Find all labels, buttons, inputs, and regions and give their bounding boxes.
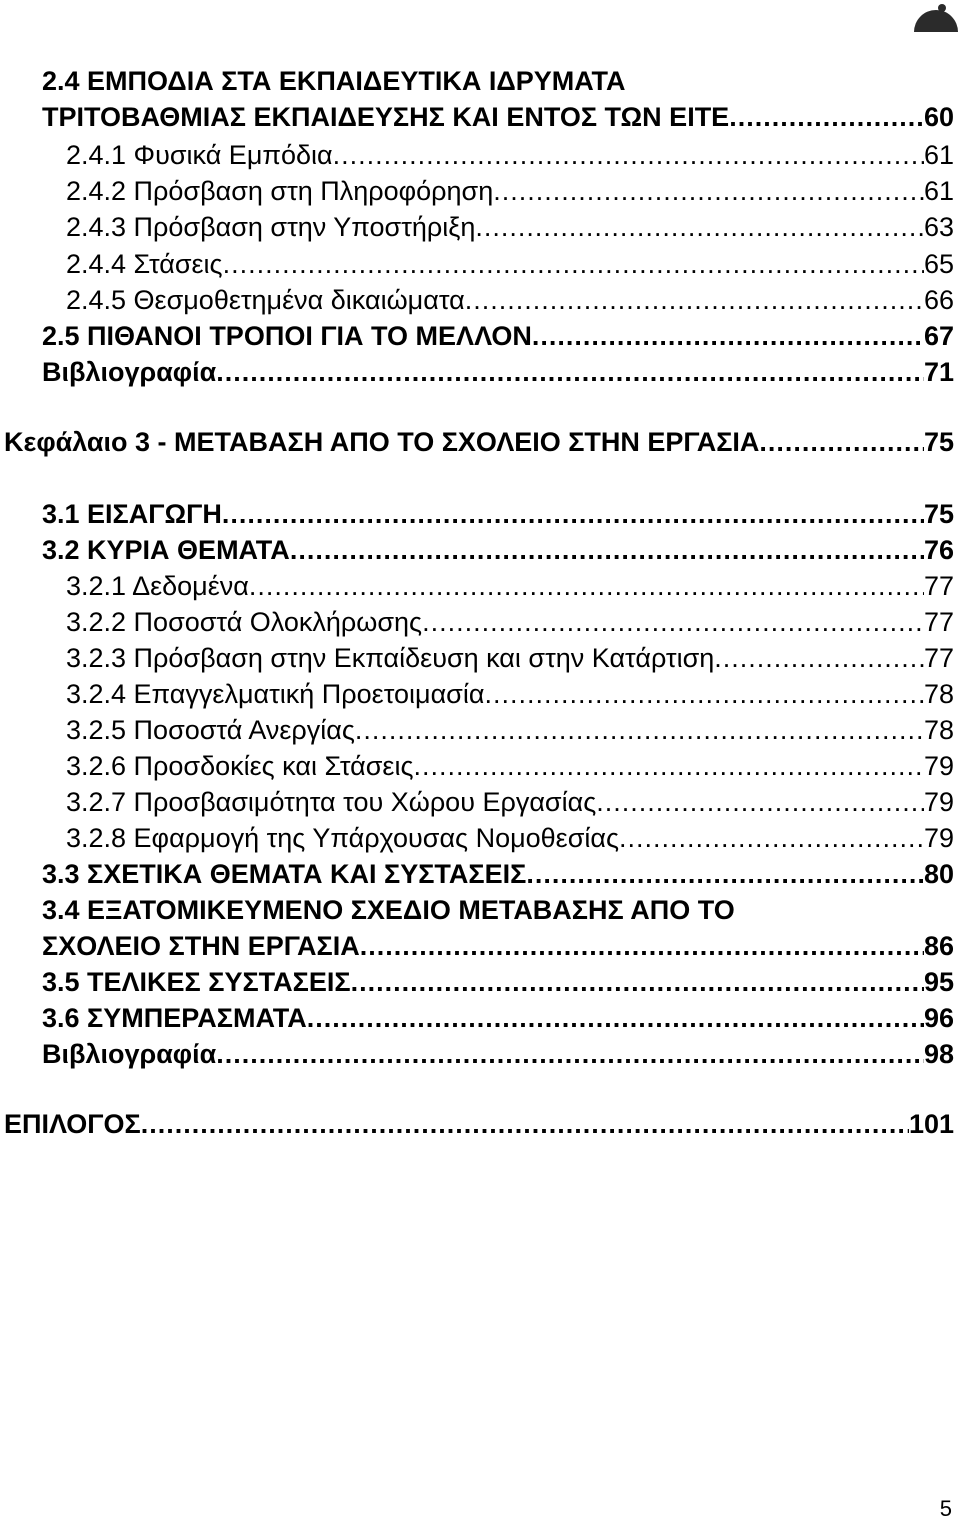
toc-entry-label: 3.2.5 Ποσοστά Ανεργίας — [66, 715, 355, 745]
dot-leader — [413, 749, 923, 783]
toc-entry-page: 67 — [923, 321, 954, 351]
toc-epilogue-entry[interactable] — [4, 1107, 954, 1141]
toc-entry[interactable] — [42, 533, 954, 567]
dot-leader — [333, 138, 924, 172]
toc-entry-label: 3.2.2 Ποσοστά Ολοκλήρωσης — [66, 607, 423, 637]
dot-leader — [422, 605, 924, 639]
toc-entry-label: 2.4.1 Φυσικά Εμπόδια — [66, 140, 333, 170]
toc-heading-3-4-line1: 3.4 ΕΞΑΤΟΜΙΚΕΥΜΕΝΟ ΣΧΕΔΙΟ ΜΕΤΑΒΑΣΗΣ ΑΠΟ ΤΟ — [42, 895, 735, 925]
dot-leader — [249, 569, 924, 603]
toc-entry-label: ΤΡΙΤΟΒΑΘΜΙΑΣ ΕΚΠΑΙΔΕΥΣΗΣ ΚΑΙ ΕΝΤΟΣ ΤΩΝ ΕΙΤΕ — [42, 102, 730, 132]
page-number: 5 — [939, 1496, 952, 1521]
toc-entry-label: Κεφάλαιο 3 - ΜΕΤΑΒΑΣΗ ΑΠΟ ΤΟ ΣΧΟΛΕΙΟ ΣΤΗΝ ΕΡΓΑΣΙΑ — [4, 427, 760, 457]
dot-leader — [596, 785, 924, 819]
dot-leader — [714, 641, 924, 675]
toc-entry-label: 3.3 ΣΧΕΤΙΚΑ ΘΕΜΑΤΑ ΚΑΙ ΣΥΣΤΑΣΕΙΣ — [42, 859, 527, 889]
toc-entry-page: 71 — [923, 357, 954, 387]
dot-leader — [290, 533, 924, 567]
toc-entry-page: 95 — [923, 967, 954, 997]
toc-entry-page: 79 — [923, 823, 954, 853]
toc-entry-label: Βιβλιογραφία — [42, 357, 217, 387]
dot-leader — [484, 677, 924, 711]
toc-entry[interactable] — [66, 138, 954, 172]
toc-entry[interactable] — [42, 965, 954, 999]
toc-entry[interactable] — [66, 713, 954, 747]
dot-leader — [223, 247, 924, 281]
toc-entry[interactable] — [42, 319, 954, 353]
toc-entry-label: 3.2.7 Προσβασιμότητα του Χώρου Εργασίας — [66, 787, 597, 817]
toc-entry[interactable] — [42, 857, 954, 891]
toc-entry[interactable] — [42, 1037, 954, 1071]
dot-leader — [360, 929, 924, 963]
toc-entry[interactable] — [66, 821, 954, 855]
toc-entry-label: 2.4.5 Θεσμοθετημένα δικαιώματα — [66, 285, 465, 315]
toc-entry-page: 61 — [923, 140, 954, 170]
toc-entry-page: 77 — [923, 571, 954, 601]
dot-leader — [532, 319, 924, 353]
dot-leader — [493, 174, 924, 208]
toc-entry-page: 75 — [923, 427, 954, 457]
dot-leader — [355, 713, 924, 747]
toc-entry-page: 77 — [923, 643, 954, 673]
toc-entry[interactable] — [66, 677, 954, 711]
dot-leader — [759, 425, 924, 459]
toc-entry-3-4[interactable] — [42, 929, 954, 963]
toc-entry-label: 3.6 ΣΥΜΠΕΡΑΣΜΑΤΑ — [42, 1003, 307, 1033]
toc-chapter-entry[interactable] — [4, 425, 954, 459]
dot-leader — [216, 1037, 924, 1071]
toc-entry-page: 65 — [923, 249, 954, 279]
toc-entry[interactable] — [66, 174, 954, 208]
toc-entry[interactable] — [42, 355, 954, 389]
toc-entry-label: 3.1 ΕΙΣΑΓΩΓΗ — [42, 499, 222, 529]
dot-leader — [465, 283, 924, 317]
toc-entry[interactable] — [66, 283, 954, 317]
toc-entry[interactable] — [66, 641, 954, 675]
dot-leader — [222, 497, 924, 531]
toc-entry-page: 78 — [923, 679, 954, 709]
dot-leader — [351, 965, 924, 999]
toc-entry-label: 3.2.6 Προσδοκίες και Στάσεις — [66, 751, 414, 781]
toc-entry-label: 3.2.1 Δεδομένα — [66, 571, 249, 601]
toc-entry[interactable] — [42, 1001, 954, 1035]
toc-entry-page: 75 — [923, 499, 954, 529]
toc-entry-2-4[interactable] — [42, 100, 954, 134]
toc-entry-page: 86 — [923, 931, 954, 961]
toc-entry[interactable] — [66, 569, 954, 603]
toc-entry-label: 3.2 ΚΥΡΙΑ ΘΕΜΑΤΑ — [42, 535, 290, 565]
dot-leader — [619, 821, 924, 855]
toc-entry[interactable] — [66, 247, 954, 281]
dot-leader — [307, 1001, 924, 1035]
toc-entry-label: 3.5 ΤΕΛΙΚΕΣ ΣΥΣΤΑΣΕΙΣ — [42, 967, 351, 997]
toc-entry-page: 79 — [923, 787, 954, 817]
toc-entry-page: 98 — [923, 1039, 954, 1069]
toc-entry-page: 101 — [908, 1109, 954, 1139]
toc-entry-label: 2.4.4 Στάσεις — [66, 249, 223, 279]
toc-entry-label: ΕΠΙΛΟΓΟΣ — [4, 1109, 141, 1139]
toc-entry-label: 3.2.3 Πρόσβαση στην Εκπαίδευση και στην Κατάρτιση — [66, 643, 715, 673]
dot-leader — [526, 857, 924, 891]
toc-entry[interactable] — [66, 605, 954, 639]
toc-entry[interactable] — [66, 749, 954, 783]
toc-entry-label: 3.2.4 Επαγγελματική Προετοιμασία — [66, 679, 485, 709]
toc-entry-label: 3.2.8 Εφαρμογή της Υπάρχουσας Νομοθεσίας — [66, 823, 619, 853]
toc-entry-page: 96 — [923, 1003, 954, 1033]
toc-entry-label: 2.4.3 Πρόσβαση στην Υποστήριξη — [66, 212, 476, 242]
toc-entry-page: 60 — [923, 102, 954, 132]
toc-heading-2-4-line1: 2.4 ΕΜΠΟΔΙΑ ΣΤΑ ΕΚΠΑΙΔΕΥΤΙΚΑ ΙΔΡΥΜΑΤΑ — [42, 66, 626, 96]
toc-entry-page: 61 — [923, 176, 954, 206]
toc-entry-page: 79 — [923, 751, 954, 781]
dot-leader — [216, 355, 924, 389]
toc-entry-page: 76 — [923, 535, 954, 565]
toc-entry[interactable] — [66, 210, 954, 244]
dot-leader — [475, 210, 924, 244]
toc-entry-label: Βιβλιογραφία — [42, 1039, 217, 1069]
dot-leader — [729, 100, 924, 134]
toc-entry-page: 80 — [923, 859, 954, 889]
toc-entry-label: ΣΧΟΛΕΙΟ ΣΤΗΝ ΕΡΓΑΣΙΑ — [42, 931, 360, 961]
dot-leader — [141, 1107, 909, 1141]
toc-entry-page: 63 — [923, 212, 954, 242]
toc-entry-page: 78 — [923, 715, 954, 745]
toc-entry-label: 2.4.2 Πρόσβαση στη Πληροφόρηση — [66, 176, 494, 206]
toc-entry-page: 66 — [923, 285, 954, 315]
corner-decoration-icon — [896, 0, 960, 32]
toc-entry-page: 77 — [923, 607, 954, 637]
toc-entry-label: 2.5 ΠΙΘΑΝΟΙ ΤΡΟΠΟΙ ΓΙΑ ΤΟ ΜΕΛΛΟΝ — [42, 321, 532, 351]
toc-entry[interactable] — [42, 497, 954, 531]
toc-entry[interactable] — [66, 785, 954, 819]
